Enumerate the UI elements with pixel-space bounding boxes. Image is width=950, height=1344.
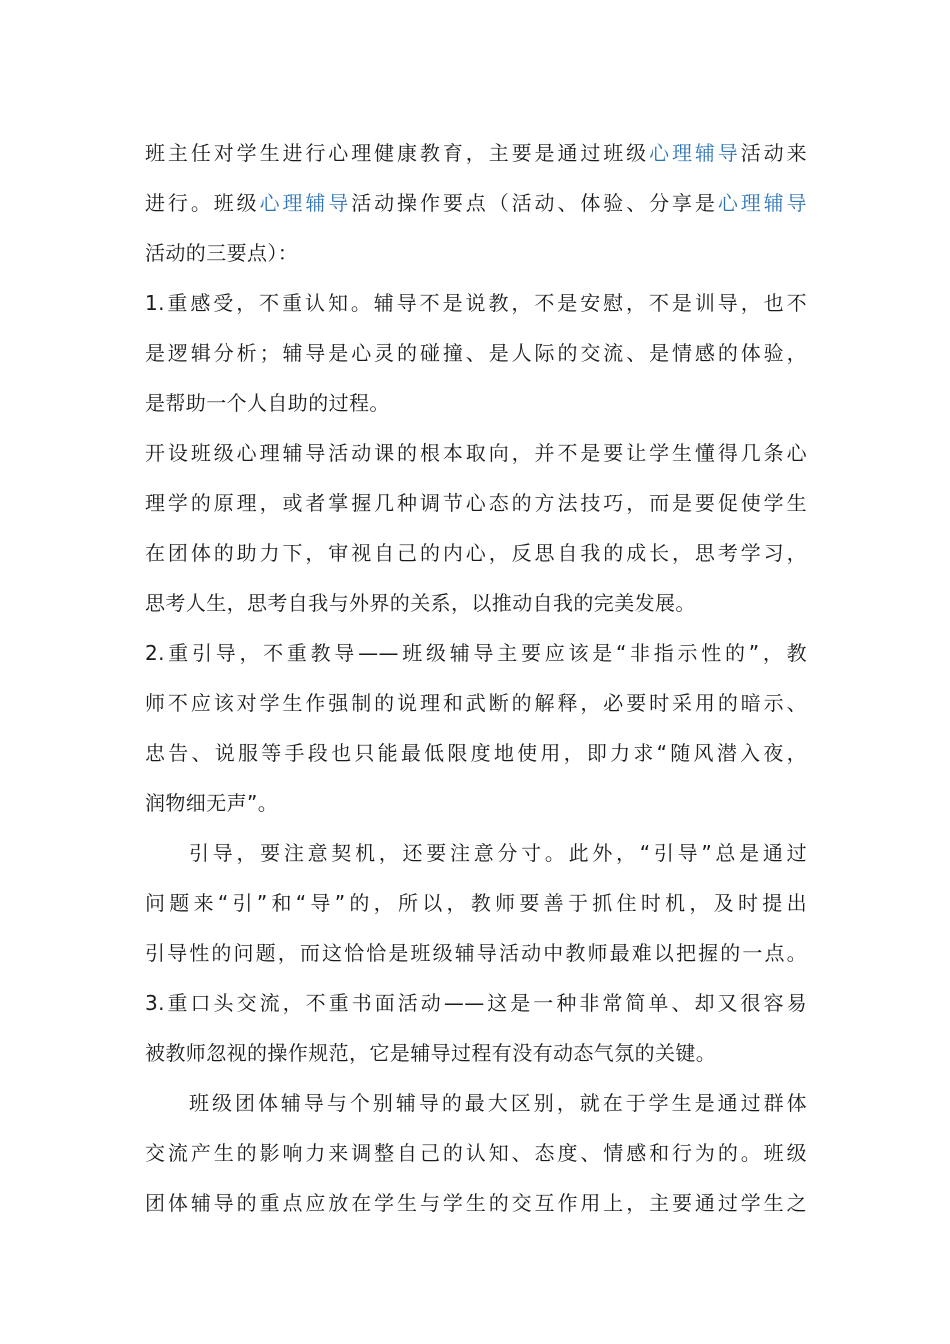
point-2-line: 忠告、说服等手段也只能最低限度地使用，即力求“随风潜入夜， bbox=[145, 741, 807, 765]
course-paragraph-line: 理学的原理，或者掌握几种调节心态的方法技巧，而是要促使学生 bbox=[145, 491, 807, 515]
group-paragraph-line: 团体辅导的重点应放在学生与学生的交互作用上，主要通过学生之 bbox=[145, 1191, 807, 1215]
intro-text: 活动操作要点（活动、体验、分享是 bbox=[351, 191, 718, 215]
point-3-line: 被教师忽视的操作规范，它是辅导过程有没有动态气氛的关键。 bbox=[145, 1041, 717, 1065]
intro-text: 班主任对学生进行心理健康教育，主要是通过班级 bbox=[145, 141, 650, 165]
intro-line-2 bbox=[145, 178, 807, 228]
intro-text: 进行。班级 bbox=[145, 191, 260, 215]
group-paragraph-line: 交流产生的影响力来调整自己的认知、态度、情感和行为的。班级 bbox=[145, 1141, 807, 1165]
psych-counseling-link[interactable]: 心理辅导 bbox=[259, 191, 352, 215]
point-2-line: 师不应该对学生作强制的说理和武断的解释，必要时采用的暗示、 bbox=[145, 691, 807, 715]
point-1-line: 1.重感受，不重认知。辅导不是说教，不是安慰，不是训导，也不 bbox=[145, 291, 807, 315]
document-body bbox=[145, 128, 807, 1228]
point-1-line: 是帮助一个人自助的过程。 bbox=[145, 391, 390, 415]
guide-paragraph-line: 引导性的问题，而这恰恰是班级辅导活动中教师最难以把握的一点。 bbox=[145, 941, 807, 965]
group-paragraph-line: 班级团体辅导与个别辅导的最大区别，就在于学生是通过群体 bbox=[189, 1091, 807, 1115]
intro-line-1 bbox=[145, 128, 807, 178]
point-2-line: 2.重引导，不重教导——班级辅导主要应该是“非指示性的”，教 bbox=[145, 641, 807, 665]
psych-counseling-link[interactable]: 心理辅导 bbox=[717, 191, 807, 215]
course-paragraph-line: 在团体的助力下，审视自己的内心，反思自我的成长，思考学习， bbox=[145, 541, 807, 565]
psych-counseling-link[interactable]: 心理辅导 bbox=[649, 141, 741, 165]
intro-line-3: 活动的三要点）： bbox=[145, 241, 299, 265]
point-2-line: 润物细无声”。 bbox=[145, 791, 279, 815]
point-3-line: 3.重口头交流，不重书面活动——这是一种非常简单、却又很容易 bbox=[145, 991, 807, 1015]
course-paragraph-line: 开设班级心理辅导活动课的根本取向，并不是要让学生懂得几条心 bbox=[145, 441, 807, 465]
intro-text: 活动来 bbox=[740, 141, 807, 165]
point-1-line: 是逻辑分析；辅导是心灵的碰撞、是人际的交流、是情感的体验， bbox=[145, 341, 807, 365]
course-paragraph-line: 思考人生，思考自我与外界的关系，以推动自我的完美发展。 bbox=[145, 591, 696, 615]
guide-paragraph-line: 问题来“引”和“导”的，所以，教师要善于抓住时机，及时提出 bbox=[145, 891, 807, 915]
guide-paragraph-line: 引导，要注意契机，还要注意分寸。此外，“引导”总是通过 bbox=[189, 841, 807, 865]
